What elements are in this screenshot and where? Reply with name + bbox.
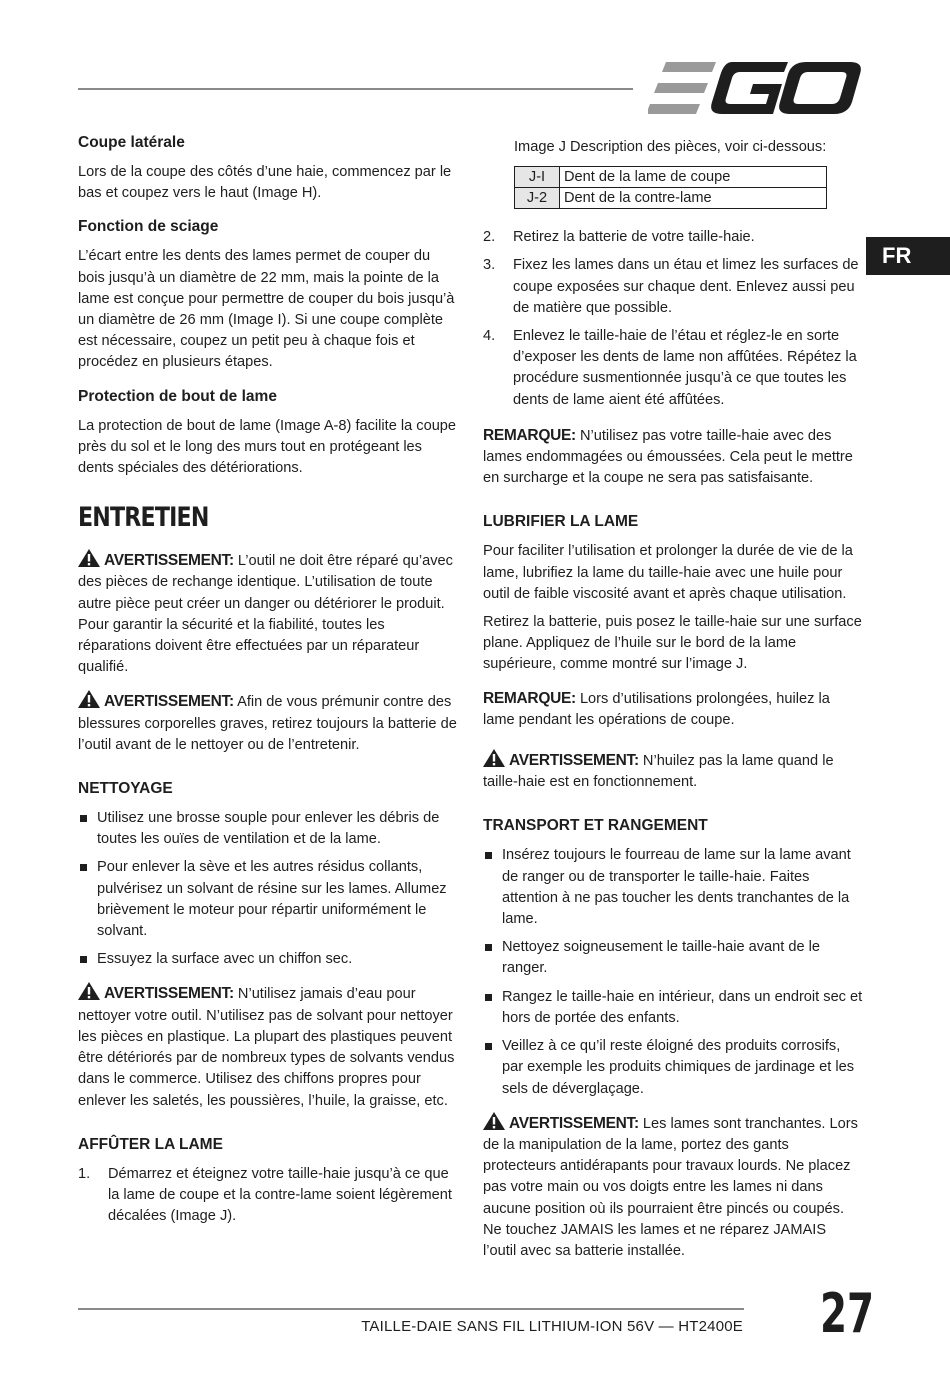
list-item bbox=[483, 326, 863, 411]
warning-text: Les lames sont tranchantes. Lors de la manipulation de la lame, portez des gants protecteurs antidérapants pour travaux lourds. Ne placez pas votre main ou vos doigts entre les lames ni dans aucune position où ils pourraient être pincés ou coupés. Ne touchez JAMAIS les lames et ne réparez JAMAIS l’outil avec sa batterie installée. bbox=[483, 1115, 858, 1259]
warning-label: AVERTISSEMENT: bbox=[509, 1114, 639, 1132]
left-column bbox=[78, 132, 460, 1241]
part-code: J-2 bbox=[515, 188, 560, 209]
warning-block bbox=[483, 1112, 863, 1262]
list-item: Rangez le taille-haie en intérieur, dans un endroit sec et hors de portée des enfants. bbox=[483, 987, 863, 1029]
footer-product-name: TAILLE-DAIE SANS FIL LITHIUM-ION 56V — HT2400E bbox=[361, 1318, 743, 1335]
table-row bbox=[515, 188, 827, 209]
list-item: Insérez toujours le fourreau de lame sur la lame avant de ranger ou de transporter le taille-haie. Faites attention à ne pas toucher les dents tranchantes de la lame. bbox=[483, 845, 863, 930]
note-text: Lors d’utilisations prolongées, huilez la lame pendant les opérations de coupe. bbox=[483, 690, 830, 728]
header-rule bbox=[78, 88, 633, 90]
step-number: 4. bbox=[483, 328, 496, 345]
list-item: Utilisez une brosse souple pour enlever les débris de toutes les ouïes de ventilation et de la lame. bbox=[78, 808, 460, 850]
subheading-affuter: AFFÛTER LA LAME bbox=[78, 1135, 223, 1153]
subheading-protection-bout: Protection de bout de lame bbox=[78, 387, 277, 405]
note-block bbox=[483, 425, 863, 490]
note-text: N’utilisez pas votre taille-haie avec des lames endommagées ou émoussées. Cela peut le mettre en surcharge et la coupe ne sera pas satisfaisante. bbox=[483, 427, 853, 487]
warning-block bbox=[483, 749, 863, 793]
paragraph-protection-bout: La protection de bout de lame (Image A-8) facilite la coupe près du sol et le long des murs tout en protégeant les dents spéciales des détériorations. bbox=[78, 417, 457, 477]
part-description: Dent de la contre-lame bbox=[560, 188, 827, 209]
page-number: 27 bbox=[820, 1282, 875, 1345]
subheading-lubrifier: LUBRIFIER LA LAME bbox=[483, 513, 639, 531]
image-j-caption: Image J Description des pièces, voir ci-dessous: bbox=[514, 139, 827, 155]
affuter-steps-continued bbox=[483, 227, 863, 411]
warning-triangle-icon bbox=[78, 549, 100, 567]
step-text: Démarrez et éteignez votre taille-haie jusqu’à ce que la lame de coupe et la contre-lame soient légèrement décalées (Image J). bbox=[108, 1165, 452, 1225]
warning-text: N’utilisez jamais d’eau pour nettoyer votre outil. N’utilisez pas de solvant pour nettoyer les pièces en plastique. La plupart des plastiques peuvent être détériorés par de nombreux types de solvants vendus dans le commerce. Utilisez des chiffons propres pour enlever les saletés, les poussières, l’huile, la graisse, etc. bbox=[78, 986, 455, 1109]
part-code: J-I bbox=[515, 167, 560, 188]
paragraph-coupe-laterale: Lors de la coupe des côtés d’une haie, commencez par le bas et coupez vers le haut (Image H). bbox=[78, 164, 452, 202]
affuter-steps bbox=[78, 1164, 460, 1228]
subheading-fonction-sciage: Fonction de sciage bbox=[78, 218, 219, 236]
footer-rule bbox=[78, 1308, 744, 1310]
warning-label: AVERTISSEMENT: bbox=[104, 693, 234, 711]
list-item: Essuyez la surface avec un chiffon sec. bbox=[78, 949, 460, 970]
ego-logo bbox=[648, 62, 863, 114]
warning-text: N’huilez pas la lame quand le taille-haie est en fonctionnement. bbox=[483, 753, 834, 791]
list-item: Nettoyez soigneusement le taille-haie avant de le ranger. bbox=[483, 937, 863, 979]
note-block bbox=[483, 688, 863, 731]
warning-block bbox=[78, 549, 460, 678]
step-number: 1. bbox=[78, 1165, 91, 1182]
right-column bbox=[483, 137, 863, 1274]
paragraph-lubrifier-2: Retirez la batterie, puis posez le taille-haie sur une surface plane. Appliquez de l’huile sur le bord de la lame supérieure, comme montré sur l’image J. bbox=[483, 614, 862, 673]
subheading-transport: TRANSPORT ET RANGEMENT bbox=[483, 817, 708, 835]
paragraph-fonction-sciage: L’écart entre les dents des lames permet de couper du bois jusqu’à un diamètre de 22 mm, mais la pointe de la lame est conçue pour permettre de couper du bois jusqu’à un diamètre de 26 mm (Image I). Si une coupe complète est nécessaire, coupez un petit peu à chaque fois et procédez en plusieurs étapes. bbox=[78, 248, 455, 371]
warning-label: AVERTISSEMENT: bbox=[104, 985, 234, 1003]
subheading-coupe-laterale: Coupe latérale bbox=[78, 134, 185, 151]
paragraph-lubrifier-1: Pour faciliter l’utilisation et prolonger la durée de vie de la lame, lubrifiez la lame du taille-haie avec une huile pour outil de faible viscosité avant et après chaque utilisation. bbox=[483, 543, 853, 602]
warning-triangle-icon bbox=[483, 749, 505, 767]
step-text: Retirez la batterie de votre taille-haie. bbox=[513, 229, 755, 246]
warning-triangle-icon bbox=[78, 690, 100, 708]
warning-label: AVERTISSEMENT: bbox=[509, 752, 639, 770]
warning-triangle-icon bbox=[78, 982, 100, 1000]
step-text: Enlevez le taille-haie de l’étau et réglez-le en sorte d’exposer les dents de lame non affûtées. Répétez la procédure susmentionnée jusqu’à ce que toutes les dents de lame aient été affûtées. bbox=[513, 328, 857, 408]
warning-block bbox=[78, 982, 460, 1111]
nettoyage-list bbox=[78, 808, 460, 970]
warning-text: L’outil ne doit être réparé qu’avec des pièces de rechange identique. L’utilisation de toute autre pièce peut créer un danger ou détériorer le produit. Pour garantir la sécurité et la fiabilité, toutes les réparations doivent être effectuées par un réparateur qualifié. bbox=[78, 553, 453, 676]
warning-text: Afin de vous prémunir contre des blessures corporelles graves, retirez toujours la batterie de l’outil avant de le nettoyer ou de l’entretenir. bbox=[78, 694, 457, 753]
list-item: Pour enlever la sève et les autres résidus collants, pulvérisez un solvant de résine sur les lames. Allumez brièvement le moteur pour répartir uniformément le solvant. bbox=[78, 857, 460, 942]
step-text: Fixez les lames dans un étau et limez les surfaces de coupe exposées sur chaque dent. Enlevez aussi peu de matière que possible. bbox=[513, 257, 859, 316]
warning-triangle-icon bbox=[483, 1112, 505, 1130]
note-label: REMARQUE: bbox=[483, 426, 576, 444]
part-description: Dent de la lame de coupe bbox=[560, 167, 827, 188]
list-item bbox=[483, 255, 863, 319]
list-item bbox=[483, 227, 863, 248]
list-item: Veillez à ce qu’il reste éloigné des produits corrosifs, par exemple les produits chimiques de jardinage et les sels de déverglaçage. bbox=[483, 1036, 863, 1100]
warning-block bbox=[78, 690, 460, 756]
transport-list bbox=[483, 845, 863, 1099]
step-number: 2. bbox=[483, 229, 496, 246]
table-row bbox=[515, 167, 827, 188]
step-number: 3. bbox=[483, 257, 496, 274]
note-label: REMARQUE: bbox=[483, 689, 576, 707]
language-tab: FR bbox=[866, 237, 950, 275]
parts-table bbox=[514, 166, 827, 209]
subheading-nettoyage: NETTOYAGE bbox=[78, 780, 173, 798]
list-item bbox=[78, 1164, 460, 1228]
section-title-entretien: ENTRETIEN bbox=[78, 502, 209, 534]
warning-label: AVERTISSEMENT: bbox=[104, 552, 234, 570]
parts-table-wrap bbox=[514, 166, 863, 209]
